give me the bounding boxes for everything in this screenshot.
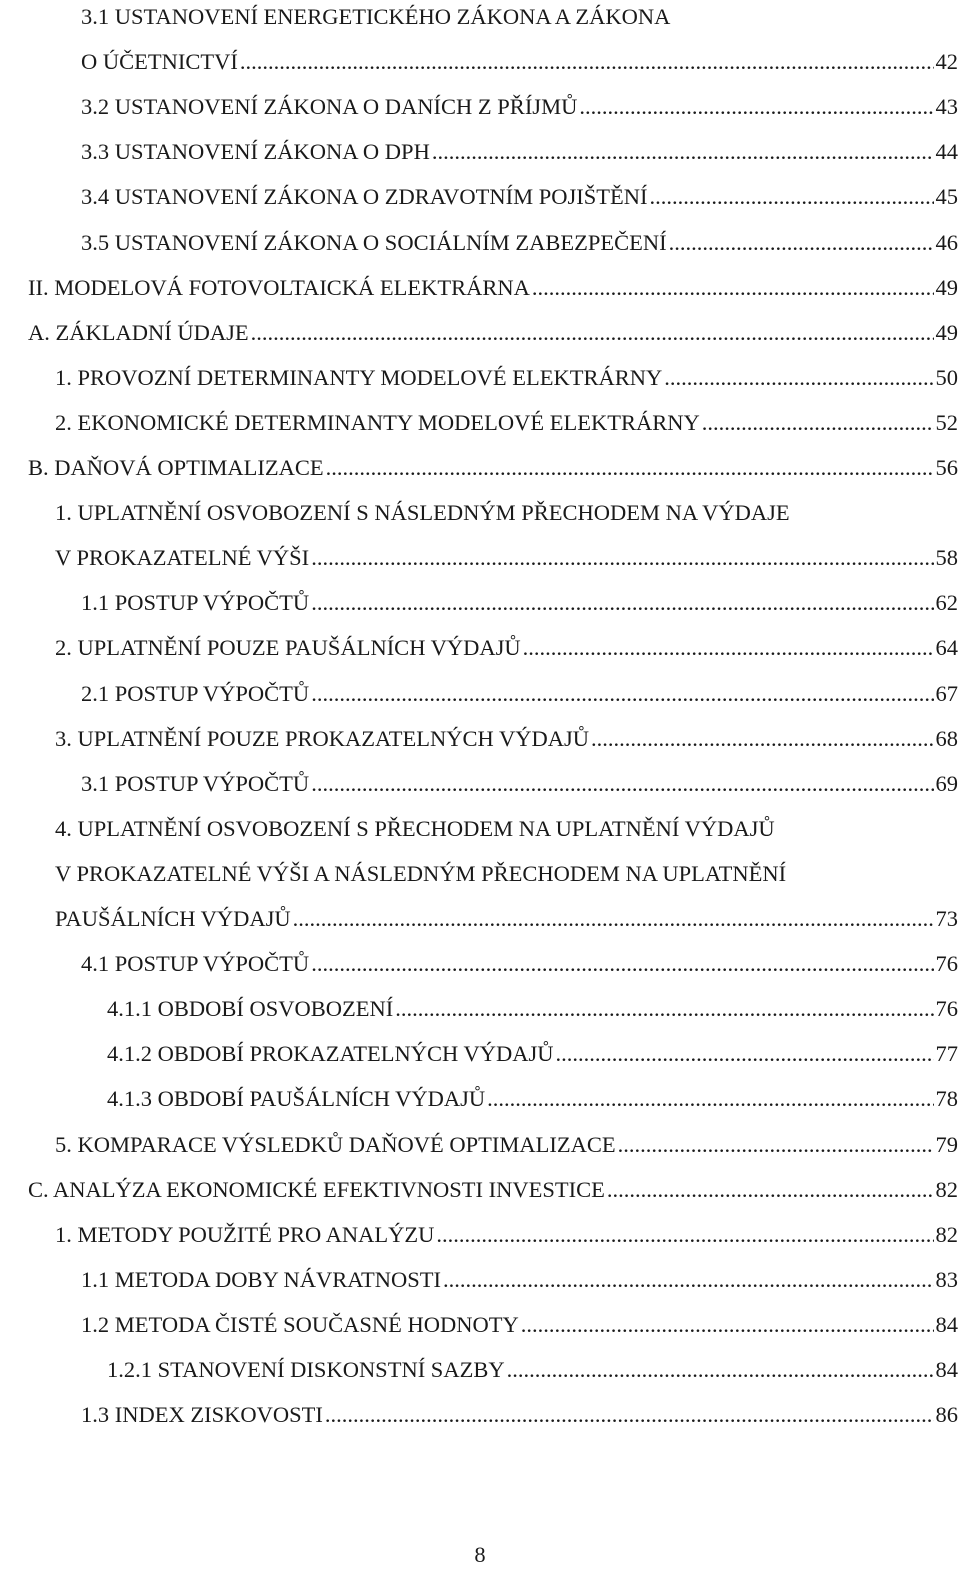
toc-entry-page: 78 (935, 1086, 958, 1112)
toc-leader-dots (618, 1130, 934, 1160)
toc-entry-page: 62 (935, 590, 958, 616)
toc-entry-page: 64 (935, 635, 958, 661)
toc-entry-label: 1.2.1 STANOVENÍ DISKONSTNÍ SAZBY (107, 1357, 505, 1382)
toc-entry-page: 45 (935, 184, 958, 210)
toc-entry-label: A. ZÁKLADNÍ ÚDAJE (28, 319, 249, 345)
toc-entry-page: 67 (935, 680, 958, 706)
toc-entry-page: 42 (935, 49, 958, 75)
toc-entry-label: 1.3 INDEX ZISKOVOSTI (81, 1402, 323, 1428)
toc-entry-label: 1.1 POSTUP VÝPOČTŮ (81, 590, 310, 616)
toc-entry[interactable] (81, 679, 958, 709)
toc-entry[interactable] (55, 814, 775, 844)
toc-leader-dots (311, 949, 933, 979)
toc-leader-dots (326, 453, 934, 483)
toc-entry-page: 58 (935, 545, 958, 571)
toc-entry[interactable] (55, 633, 958, 663)
toc-entry-label: 3.4 USTANOVENÍ ZÁKONA O ZDRAVOTNÍM POJIŠTĚNÍ (81, 184, 648, 210)
toc-entry-page: 68 (935, 725, 958, 751)
toc-leader-dots (487, 1084, 933, 1114)
toc-leader-dots (607, 1175, 934, 1205)
toc-leader-dots (591, 724, 934, 754)
toc-entry-page: 69 (935, 770, 958, 796)
toc-entry-label: 4.1 POSTUP VÝPOČTŮ (81, 951, 310, 977)
toc-entry-page: 44 (935, 139, 958, 165)
toc-entry[interactable] (28, 273, 958, 303)
toc-entry-page: 77 (935, 1041, 958, 1067)
toc-entry[interactable] (107, 1084, 958, 1114)
toc-entry[interactable] (81, 1400, 958, 1430)
toc-entry-page: 86 (935, 1402, 958, 1428)
toc-leader-dots (669, 228, 934, 258)
toc-entry-label: 2. EKONOMICKÉ DETERMINANTY MODELOVÉ ELEKTRÁRNY (55, 409, 700, 435)
toc-entry-page: 84 (935, 1311, 958, 1337)
toc-entry-label: PAUŠÁLNÍCH VÝDAJŮ (55, 906, 291, 931)
toc-entry[interactable] (81, 47, 958, 77)
toc-entry[interactable] (81, 769, 958, 799)
toc-leader-dots (311, 679, 933, 709)
toc-entry-page: 50 (935, 364, 958, 390)
toc-entry-page: 82 (935, 1176, 958, 1202)
toc-leader-dots (532, 273, 934, 303)
toc-leader-dots (523, 633, 934, 663)
toc-entry-page: 76 (935, 996, 958, 1022)
toc-entry-label: 1. PROVOZNÍ DETERMINANTY MODELOVÉ ELEKTRÁRNY (55, 364, 663, 390)
toc-entry-label: V PROKAZATELNÉ VÝŠI (55, 545, 310, 571)
toc-entry-label: 3.2 USTANOVENÍ ZÁKONA O DANÍCH Z PŘÍJMŮ (81, 94, 578, 120)
toc-entry[interactable] (81, 949, 958, 979)
toc-entry-label: II. MODELOVÁ FOTOVOLTAICKÁ ELEKTRÁRNA (28, 274, 530, 300)
toc-entry-label: 2.1 POSTUP VÝPOČTŮ (81, 680, 310, 706)
page-number: 8 (474, 1542, 486, 1567)
toc-entry-page: 82 (935, 1221, 958, 1247)
toc-entry[interactable] (107, 1355, 958, 1385)
toc-entry[interactable] (55, 498, 790, 528)
toc-entry[interactable] (107, 1039, 958, 1069)
toc-entry[interactable] (81, 228, 958, 258)
toc-entry-label: C. ANALÝZA EKONOMICKÉ EFEKTIVNOSTI INVESTICE (28, 1176, 605, 1202)
toc-entry-label: 3.3 USTANOVENÍ ZÁKONA O DPH (81, 139, 430, 165)
toc-entry-label: O ÚČETNICTVÍ (81, 49, 238, 75)
toc-leader-dots (395, 994, 933, 1024)
toc-leader-dots (664, 363, 933, 393)
toc-entry-label: 1. UPLATNĚNÍ OSVOBOZENÍ S NÁSLEDNÝM PŘECHODEM NA VÝDAJE (55, 500, 790, 526)
toc-leader-dots (311, 769, 933, 799)
toc-entry-label: 4. UPLATNĚNÍ OSVOBOZENÍ S PŘECHODEM NA UPLATNĚNÍ VÝDAJŮ (55, 815, 775, 841)
toc-entry[interactable] (81, 137, 958, 167)
toc-leader-dots (325, 1400, 934, 1430)
toc-entry[interactable] (28, 453, 958, 483)
toc-leader-dots (507, 1355, 934, 1385)
toc-entry[interactable] (81, 1310, 958, 1340)
toc-entry-page: 76 (935, 951, 958, 977)
toc-entry-label: 1. METODY POUŽITÉ PRO ANALÝZU (55, 1221, 435, 1247)
toc-entry[interactable] (28, 318, 958, 348)
toc-entry[interactable] (81, 1265, 958, 1295)
toc-leader-dots (521, 1310, 934, 1340)
toc-entry-page: 79 (935, 1131, 958, 1157)
toc-leader-dots (311, 588, 933, 618)
toc-entry-page: 73 (935, 906, 958, 931)
toc-entry-label: 2. UPLATNĚNÍ POUZE PAUŠÁLNÍCH VÝDAJŮ (55, 635, 521, 661)
toc-leader-dots (311, 543, 933, 573)
toc-leader-dots (436, 1220, 933, 1250)
toc-entry-page: 49 (935, 319, 958, 345)
toc-entry-page: 46 (935, 229, 958, 255)
toc-entry[interactable] (55, 1130, 958, 1160)
toc-leader-dots (293, 904, 934, 934)
toc-entry-label: 4.1.1 OBDOBÍ OSVOBOZENÍ (107, 996, 394, 1022)
toc-entry[interactable] (55, 904, 958, 934)
toc-entry-label: 3. UPLATNĚNÍ POUZE PROKAZATELNÝCH VÝDAJŮ (55, 725, 589, 751)
toc-entry-page: 52 (935, 409, 958, 435)
toc-entry[interactable] (55, 543, 958, 573)
toc-entry[interactable] (81, 182, 958, 212)
toc-entry-label: 5. KOMPARACE VÝSLEDKŮ DAŇOVÉ OPTIMALIZACE (55, 1131, 616, 1157)
toc-entry[interactable] (107, 994, 958, 1024)
toc-entry[interactable] (81, 588, 958, 618)
toc-entry-label: 1.1 METODA DOBY NÁVRATNOSTI (81, 1266, 442, 1292)
toc-entry[interactable] (28, 1175, 958, 1205)
toc-entry-label: 4.1.3 OBDOBÍ PAUŠÁLNÍCH VÝDAJŮ (107, 1086, 486, 1112)
toc-leader-dots (240, 47, 934, 77)
toc-entry-page: 84 (935, 1357, 958, 1382)
toc-entry[interactable] (81, 92, 958, 122)
toc-leader-dots (702, 408, 934, 438)
toc-entry[interactable] (55, 363, 958, 393)
toc-entry[interactable] (55, 724, 958, 754)
toc-leader-dots (432, 137, 934, 167)
toc-entry-page: 43 (935, 94, 958, 120)
toc-entry-label: 3.5 USTANOVENÍ ZÁKONA O SOCIÁLNÍM ZABEZPEČENÍ (81, 229, 667, 255)
toc-entry-label: V PROKAZATELNÉ VÝŠI A NÁSLEDNÝM PŘECHODEM NA UPLATNĚNÍ (55, 860, 787, 886)
toc-entry-page: 83 (935, 1266, 958, 1292)
toc-entry-label: 1.2 METODA ČISTÉ SOUČASNÉ HODNOTY (81, 1311, 519, 1337)
toc-entry[interactable] (55, 1220, 958, 1250)
toc-entry[interactable] (81, 2, 670, 32)
toc-entry-label: 3.1 USTANOVENÍ ENERGETICKÉHO ZÁKONA A ZÁKONA (81, 4, 671, 29)
toc-entry-label: B. DAŇOVÁ OPTIMALIZACE (28, 455, 324, 480)
toc-entry-page: 56 (935, 455, 958, 480)
toc-leader-dots (579, 92, 933, 122)
toc-leader-dots (650, 182, 934, 212)
toc-entry-label: 4.1.2 OBDOBÍ PROKAZATELNÝCH VÝDAJŮ (107, 1041, 554, 1067)
toc-leader-dots (555, 1039, 933, 1069)
toc-entry-label: 3.1 POSTUP VÝPOČTŮ (81, 770, 310, 796)
toc-entry-page: 49 (935, 274, 958, 300)
toc-entry[interactable] (55, 859, 786, 889)
toc-entry[interactable] (55, 408, 958, 438)
toc-leader-dots (443, 1265, 933, 1295)
toc-leader-dots (251, 318, 934, 348)
